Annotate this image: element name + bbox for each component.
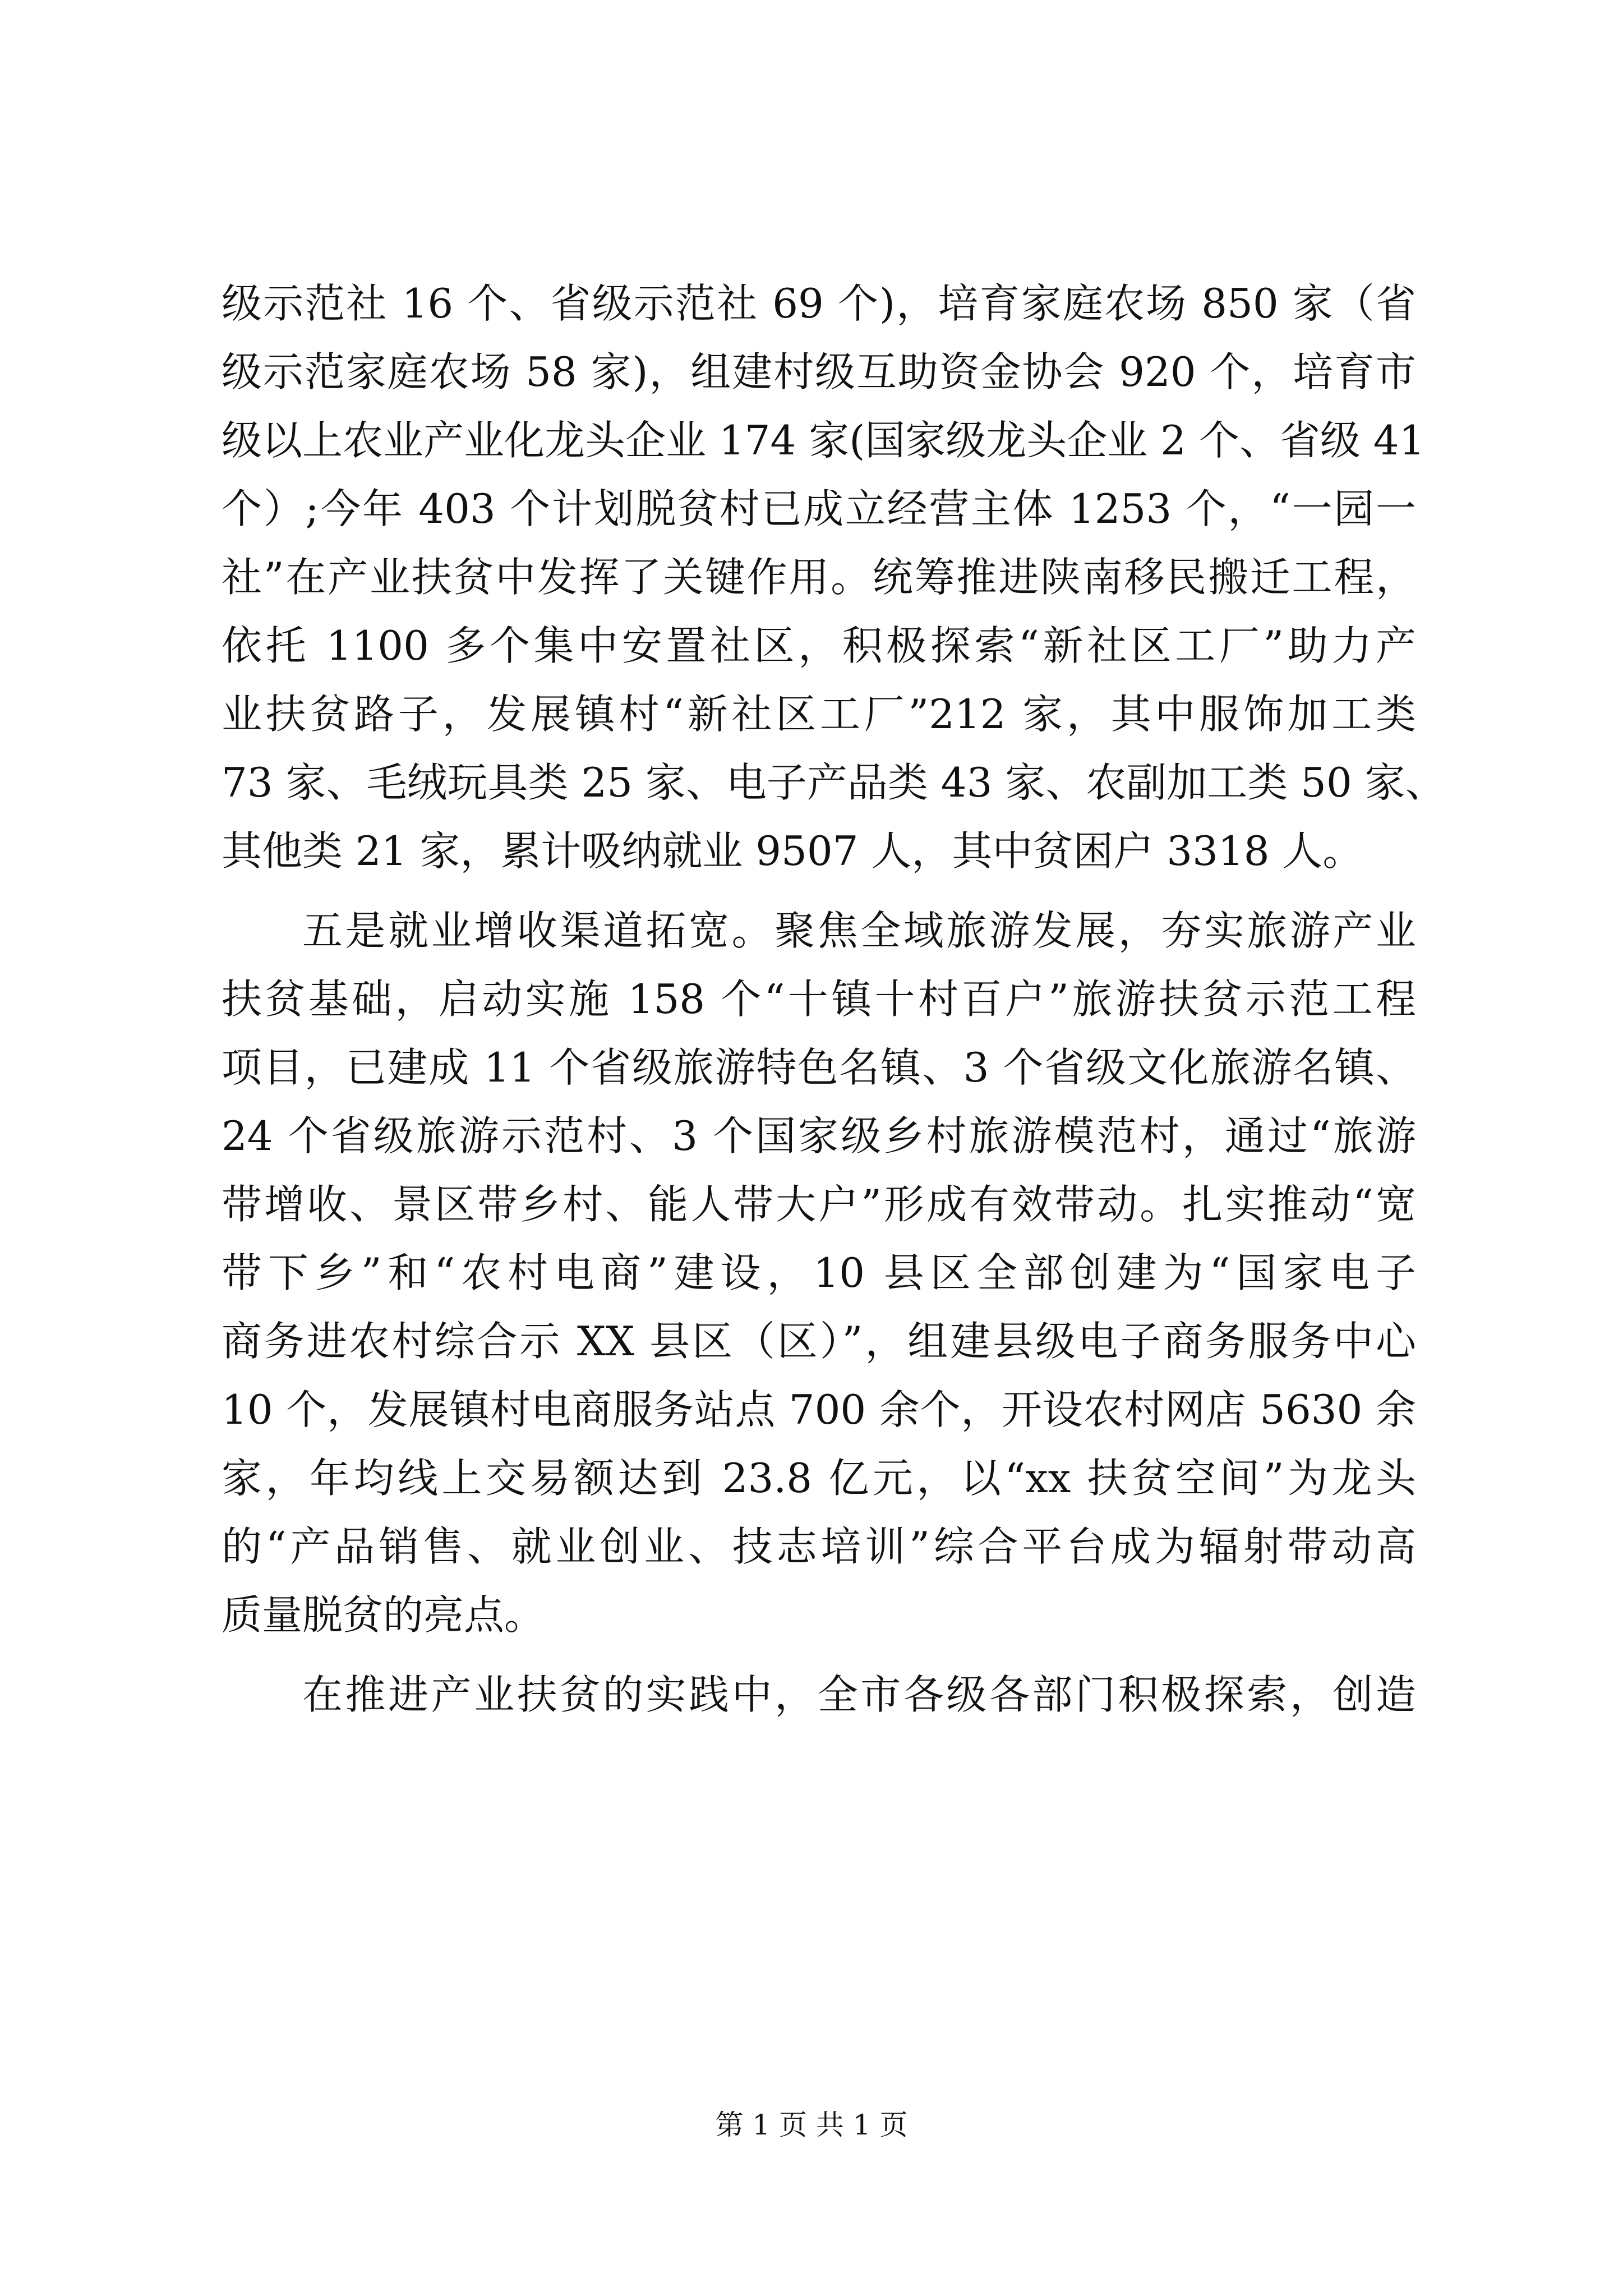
paragraph-practice xyxy=(222,1660,1416,1729)
text-line: 在推进产业扶贫的实践中，全市各级各部门积极探索，创造 xyxy=(302,1671,1416,1718)
text-line: 级以上农业产业化龙头企业 174 家(国家级龙头企业 2 个、省级 41 xyxy=(222,417,1425,464)
text-line: 级示范社 16 个、省级示范社 69 个)，培育家庭农场 850 家（省 xyxy=(222,280,1416,327)
text-line: 的“产品销售、就业创业、技志培训”综合平台成为辐射带动高 xyxy=(222,1523,1416,1570)
paragraph-cooperatives xyxy=(222,269,1446,885)
document-body xyxy=(222,269,1446,1729)
page-number-footer: 第 1 页 共 1 页 xyxy=(715,2109,908,2141)
text-line: 家，年均线上交易额达到 23.8 亿元，以“xx 扶贫空间”为龙头 xyxy=(222,1455,1416,1502)
text-line: 24 个省级旅游示范村、3 个国家级乡村旅游模范村，通过“旅游 xyxy=(222,1112,1416,1159)
text-line: 社”在产业扶贫中发挥了关键作用。统筹推进陕南移民搬迁工程， xyxy=(222,554,1416,601)
text-line: 级示范家庭农场 58 家)，组建村级互助资金协会 920 个，培育市 xyxy=(222,348,1416,395)
text-line: 带下乡”和“农村电商”建设，10 县区全部创建为“国家电子 xyxy=(222,1249,1416,1296)
text-line: 扶贫基础，启动实施 158 个“十镇十村百户”旅游扶贫示范工程 xyxy=(222,976,1416,1023)
text-line: 五是就业增收渠道拓宽。聚焦全域旅游发展，夯实旅游产业 xyxy=(302,907,1416,954)
text-line: 其他类 21 家，累计吸纳就业 9507 人，其中贫困户 3318 人。 xyxy=(222,827,1363,875)
paragraph-employment xyxy=(222,896,1416,1649)
text-line: 个）;今年 403 个计划脱贫村已成立经营主体 1253 个，“一园一 xyxy=(222,485,1416,532)
text-line: 项目，已建成 11 个省级旅游特色名镇、3 个省级文化旅游名镇、 xyxy=(222,1044,1416,1091)
text-line: 73 家、毛绒玩具类 25 家、电子产品类 43 家、农副加工类 50 家、 xyxy=(222,759,1446,806)
text-line: 业扶贫路子，发展镇村“新社区工厂”212 家，其中服饰加工类 xyxy=(222,691,1416,738)
text-line: 10 个，发展镇村电商服务站点 700 余个，开设农村网店 5630 余 xyxy=(222,1386,1416,1433)
text-line: 质量脱贫的亮点。 xyxy=(222,1591,545,1639)
text-line: 商务进农村综合示 XX 县区（区）”，组建县级电子商务服务中心 xyxy=(222,1318,1416,1365)
text-line: 带增收、景区带乡村、能人带大户”形成有效带动。扎实推动“宽 xyxy=(222,1181,1416,1228)
text-line: 依托 1100 多个集中安置社区，积极探索“新社区工厂”助力产 xyxy=(222,622,1416,669)
